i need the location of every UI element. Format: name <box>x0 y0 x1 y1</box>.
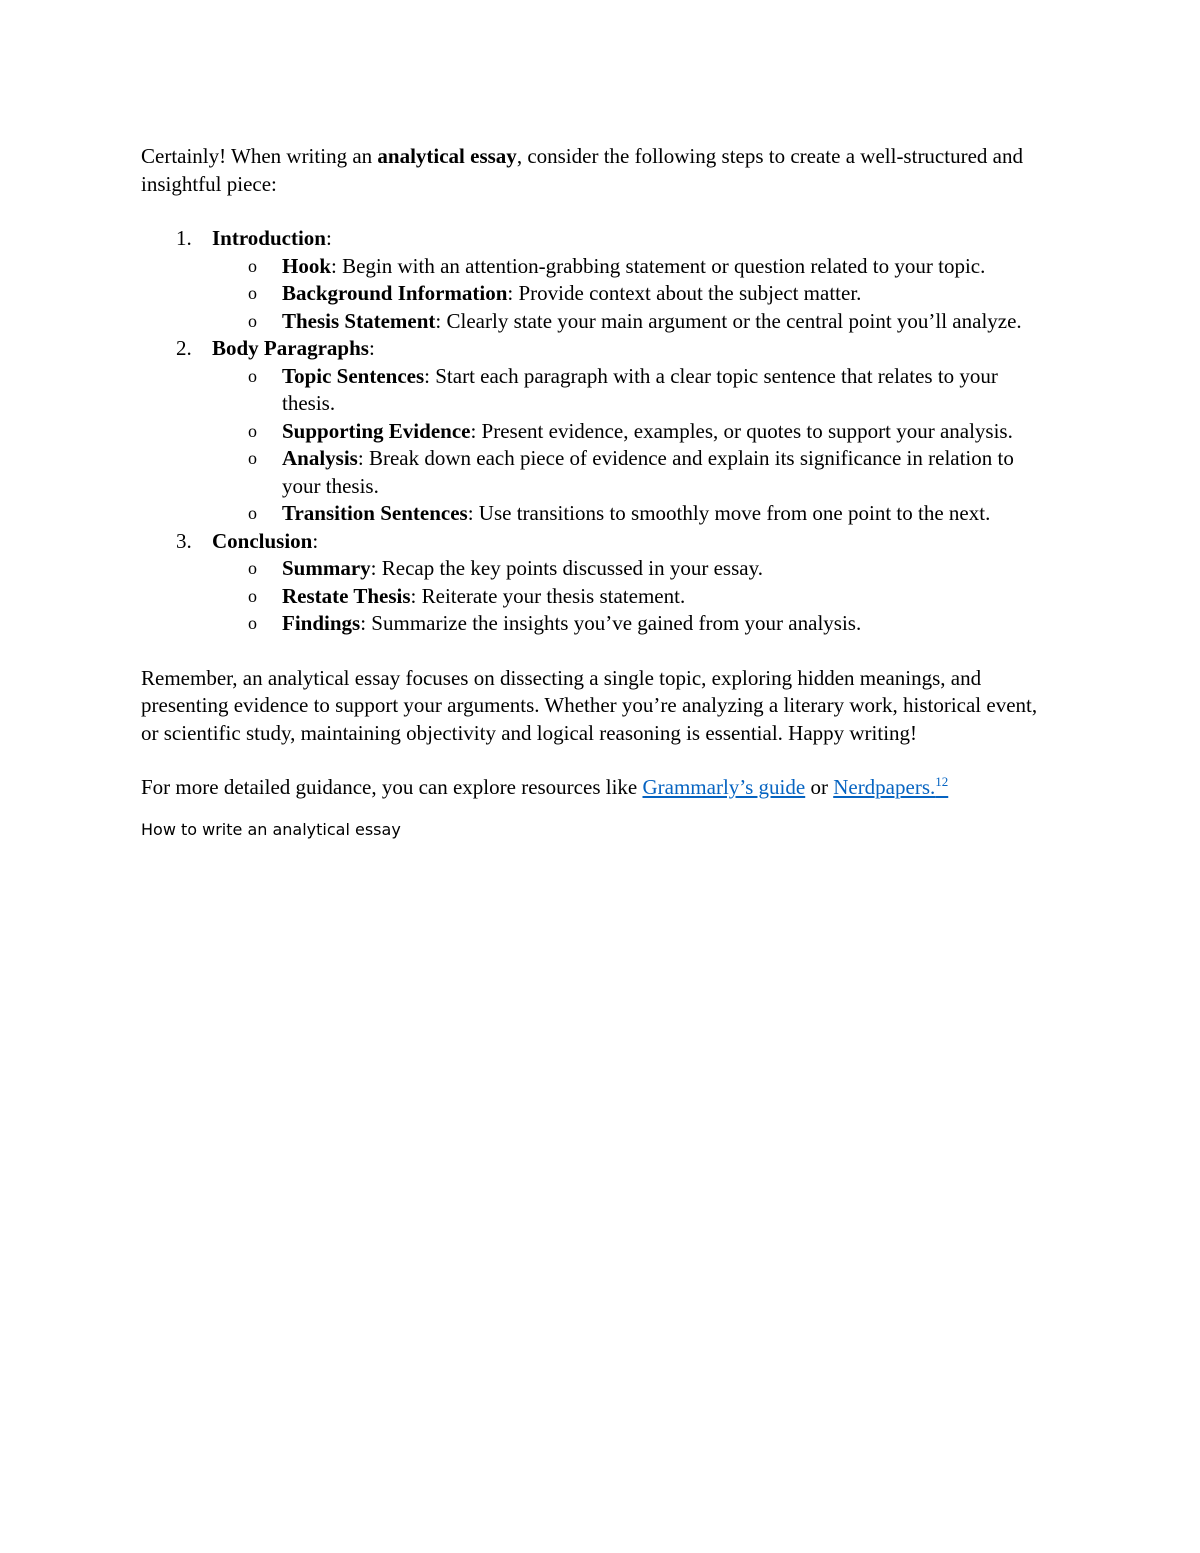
bullet-icon: o <box>248 283 257 303</box>
bullet-icon: o <box>248 365 257 386</box>
list-item <box>141 418 1041 446</box>
step-title: Introduction <box>212 226 326 250</box>
step-introduction <box>141 225 1041 335</box>
resources-middle: or <box>805 775 834 799</box>
bullet-icon: o <box>248 558 257 578</box>
list-item <box>141 445 1041 500</box>
step-number: 2. <box>176 336 192 360</box>
bullet-icon: o <box>248 255 257 276</box>
intro-suffix: , consider the following steps to create a well-structured and insightful piece: <box>141 144 1023 196</box>
bullet-icon: o <box>248 503 257 523</box>
bullet-icon: o <box>248 420 257 441</box>
document-body <box>141 143 1041 841</box>
bullet-icon: o <box>248 448 257 468</box>
step-number: 1. <box>176 226 192 250</box>
item-term: Thesis Statement <box>282 308 436 333</box>
nerdpapers-link-text: Nerdpapers. <box>833 775 936 799</box>
item-term: Background Information <box>282 281 508 305</box>
steps-list <box>141 225 1041 638</box>
step-body-paragraphs <box>141 335 1041 528</box>
step-number: 3. <box>176 528 192 553</box>
intro-prefix: Certainly! When writing an <box>141 144 378 168</box>
item-text: : Summarize the insights you’ve gained from your analysis. <box>360 611 862 635</box>
intro-paragraph <box>141 143 1041 198</box>
item-text: : Recap the key points discussed in your essay. <box>370 556 763 580</box>
closing-paragraph: Remember, an analytical essay focuses on dissecting a single topic, exploring hidden meanings, and presenting evidence to support your arguments. Whether you’re analyzing a literary work, historical event, or scientific study, maintaining objectivity and logical reasoning is essential. Happy writing! <box>141 665 1038 745</box>
item-term: Transition Sentences <box>282 501 468 525</box>
list-item <box>141 500 1041 528</box>
resources-prefix: For more detailed guidance, you can explore resources like <box>141 775 643 799</box>
item-text: : Present evidence, examples, or quotes to support your analysis. <box>470 418 1013 443</box>
item-text: : Reiterate your thesis statement. <box>410 583 686 608</box>
intro-bold-term: analytical essay <box>377 144 517 168</box>
item-text: : Clearly state your main argument or the central point you’ll analyze. <box>435 308 1022 333</box>
resources-paragraph <box>141 774 1041 802</box>
item-text: : Break down each piece of evidence and explain its significance in relation to your thesis. <box>282 446 1014 498</box>
step-title: Body Paragraphs <box>212 336 369 360</box>
item-text: : Begin with an attention-grabbing statement or question related to your topic. <box>331 253 986 278</box>
list-item <box>141 280 1041 308</box>
bullet-icon: o <box>248 613 257 633</box>
list-item <box>141 308 1041 336</box>
item-term: Supporting Evidence <box>282 418 471 443</box>
list-item <box>141 583 1041 611</box>
item-text: : Start each paragraph with a clear topic sentence that relates to your thesis. <box>282 363 998 415</box>
grammarly-guide-link[interactable]: Grammarly’s guide <box>642 775 806 799</box>
item-text: : Use transitions to smoothly move from one point to the next. <box>467 501 991 525</box>
item-term: Findings <box>282 611 361 635</box>
step-title: Conclusion <box>212 528 313 553</box>
step-sub-list <box>141 555 1041 638</box>
item-term: Hook <box>282 253 332 278</box>
item-term: Restate Thesis <box>282 583 411 608</box>
bullet-icon: o <box>248 310 257 331</box>
list-item <box>141 555 1041 583</box>
document-footer-title: How to write an analytical essay <box>141 819 401 839</box>
step-colon: : <box>368 336 375 360</box>
bullet-icon: o <box>248 585 257 606</box>
step-colon: : <box>312 528 319 553</box>
item-term: Topic Sentences <box>282 363 425 388</box>
step-sub-list <box>141 363 1041 528</box>
item-term: Summary <box>282 556 371 580</box>
nerdpapers-link[interactable] <box>833 775 948 799</box>
item-text: : Provide context about the subject matter. <box>507 281 862 305</box>
list-item <box>141 610 1041 638</box>
footnote-superscript: 12 <box>935 774 949 789</box>
step-colon: : <box>325 226 332 250</box>
step-conclusion <box>141 528 1041 638</box>
list-item <box>141 253 1041 281</box>
step-sub-list <box>141 253 1041 336</box>
list-item <box>141 363 1041 418</box>
item-term: Analysis <box>282 446 358 470</box>
